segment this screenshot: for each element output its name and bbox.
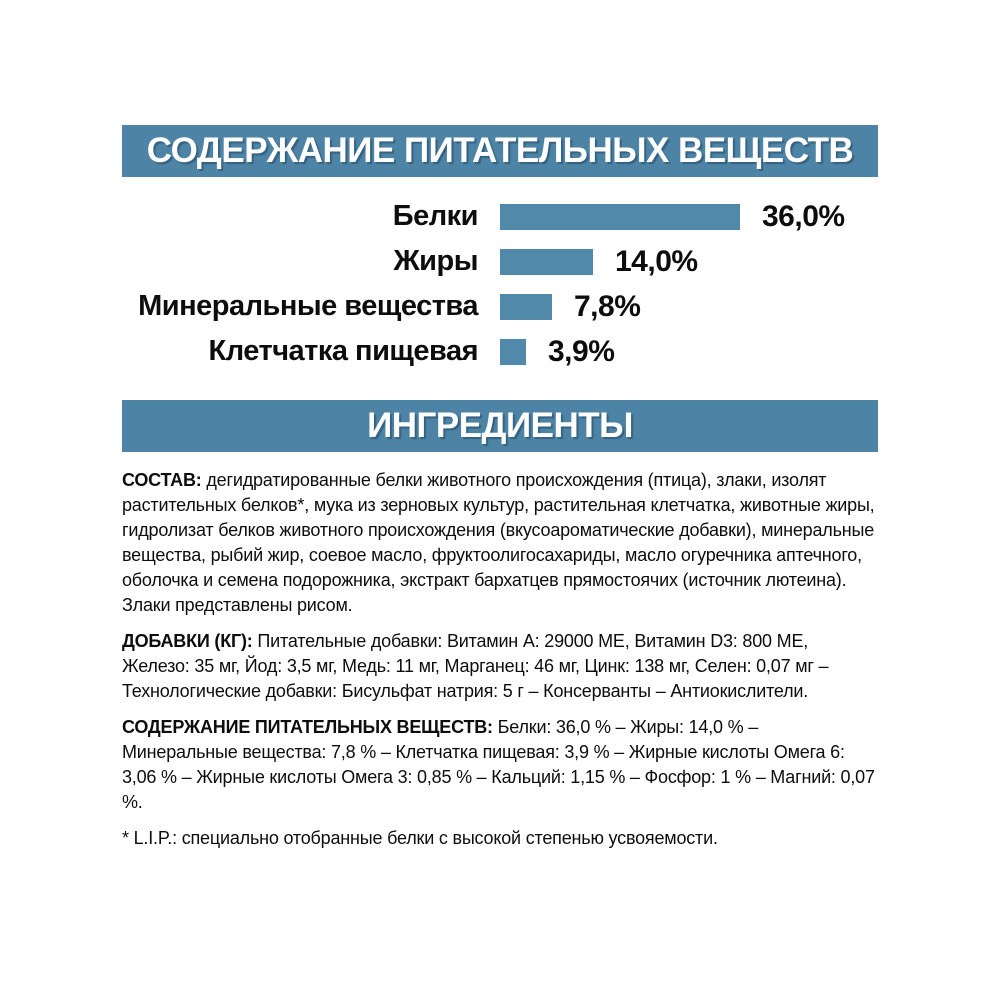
bar-value: 7,8% — [574, 289, 641, 323]
additives-paragraph — [122, 629, 878, 704]
bar-row — [122, 284, 878, 329]
content-panel — [122, 125, 878, 851]
bar — [500, 249, 593, 275]
bar — [500, 204, 740, 230]
bar-value: 36,0% — [762, 199, 845, 233]
ingredients-title: ИНГРЕДИЕНТЫ — [367, 406, 633, 445]
bar-value: 3,9% — [548, 334, 615, 368]
bar-row — [122, 194, 878, 239]
bar-label: Жиры — [393, 245, 478, 277]
bar — [500, 339, 526, 365]
bar-row — [122, 329, 878, 374]
composition-label: СОСТАВ: — [122, 470, 202, 490]
composition-paragraph — [122, 468, 878, 618]
nutrient-content-banner — [122, 125, 878, 177]
ingredients-text-block — [122, 468, 878, 851]
composition-text: дегидратированные белки животного происхождения (птица), злаки, изолят растительных белков*, мука из зерновых культур, растительная клетчатка, животные жиры, гидролизат белков животного происхождения (вкусоароматические добавки), минеральные вещества, рыбий жир, соевое масло, фруктоолигосахариды, масло огуречника аптечного, оболочка и семена подорожника, экстракт бархатцев прямостоячих (источник лютеина). Злаки представлены рисом. — [122, 470, 875, 615]
additives-label: ДОБАВКИ (КГ): — [122, 631, 253, 651]
analysis-label: СОДЕРЖАНИЕ ПИТАТЕЛЬНЫХ ВЕЩЕСТВ: — [122, 717, 493, 737]
ingredients-banner — [122, 400, 878, 452]
analysis-paragraph — [122, 715, 878, 815]
bar-row — [122, 239, 878, 284]
bar-label: Минеральные вещества — [138, 290, 478, 322]
nutrient-content-title: СОДЕРЖАНИЕ ПИТАТЕЛЬНЫХ ВЕЩЕСТВ — [146, 131, 854, 170]
analysis-text: Белки: 36,0 % – Жиры: 14,0 % – Минеральные вещества: 7,8 % – Клетчатка пищевая: 3,9 % – Жирные кислоты Омега 6: 3,06 % – Жирные кислоты Омега 3: 0,85 % – Кальций: 1,15 % – Фосфор: 1 % – Магний: 0,07 %. — [122, 717, 875, 812]
bar — [500, 294, 552, 320]
bar-label: Клетчатка пищевая — [208, 335, 478, 367]
bar-label: Белки — [392, 200, 478, 232]
additives-text: Питательные добавки: Витамин A: 29000 МЕ, Витамин D3: 800 МЕ, Железо: 35 мг, Йод: 3,5 мг, Медь: 11 мг, Марганец: 46 мг, Цинк: 138 мг, Селен: 0,07 мг – Технологические добавки: Бисульфат натрия: 5 г – Консерванты – Антиокислители. — [122, 631, 829, 701]
lip-footnote: * L.I.P.: специально отобранные белки с высокой степенью усвояемости. — [122, 828, 718, 848]
bar-value: 14,0% — [615, 244, 698, 278]
nutrient-bar-chart — [122, 194, 878, 374]
